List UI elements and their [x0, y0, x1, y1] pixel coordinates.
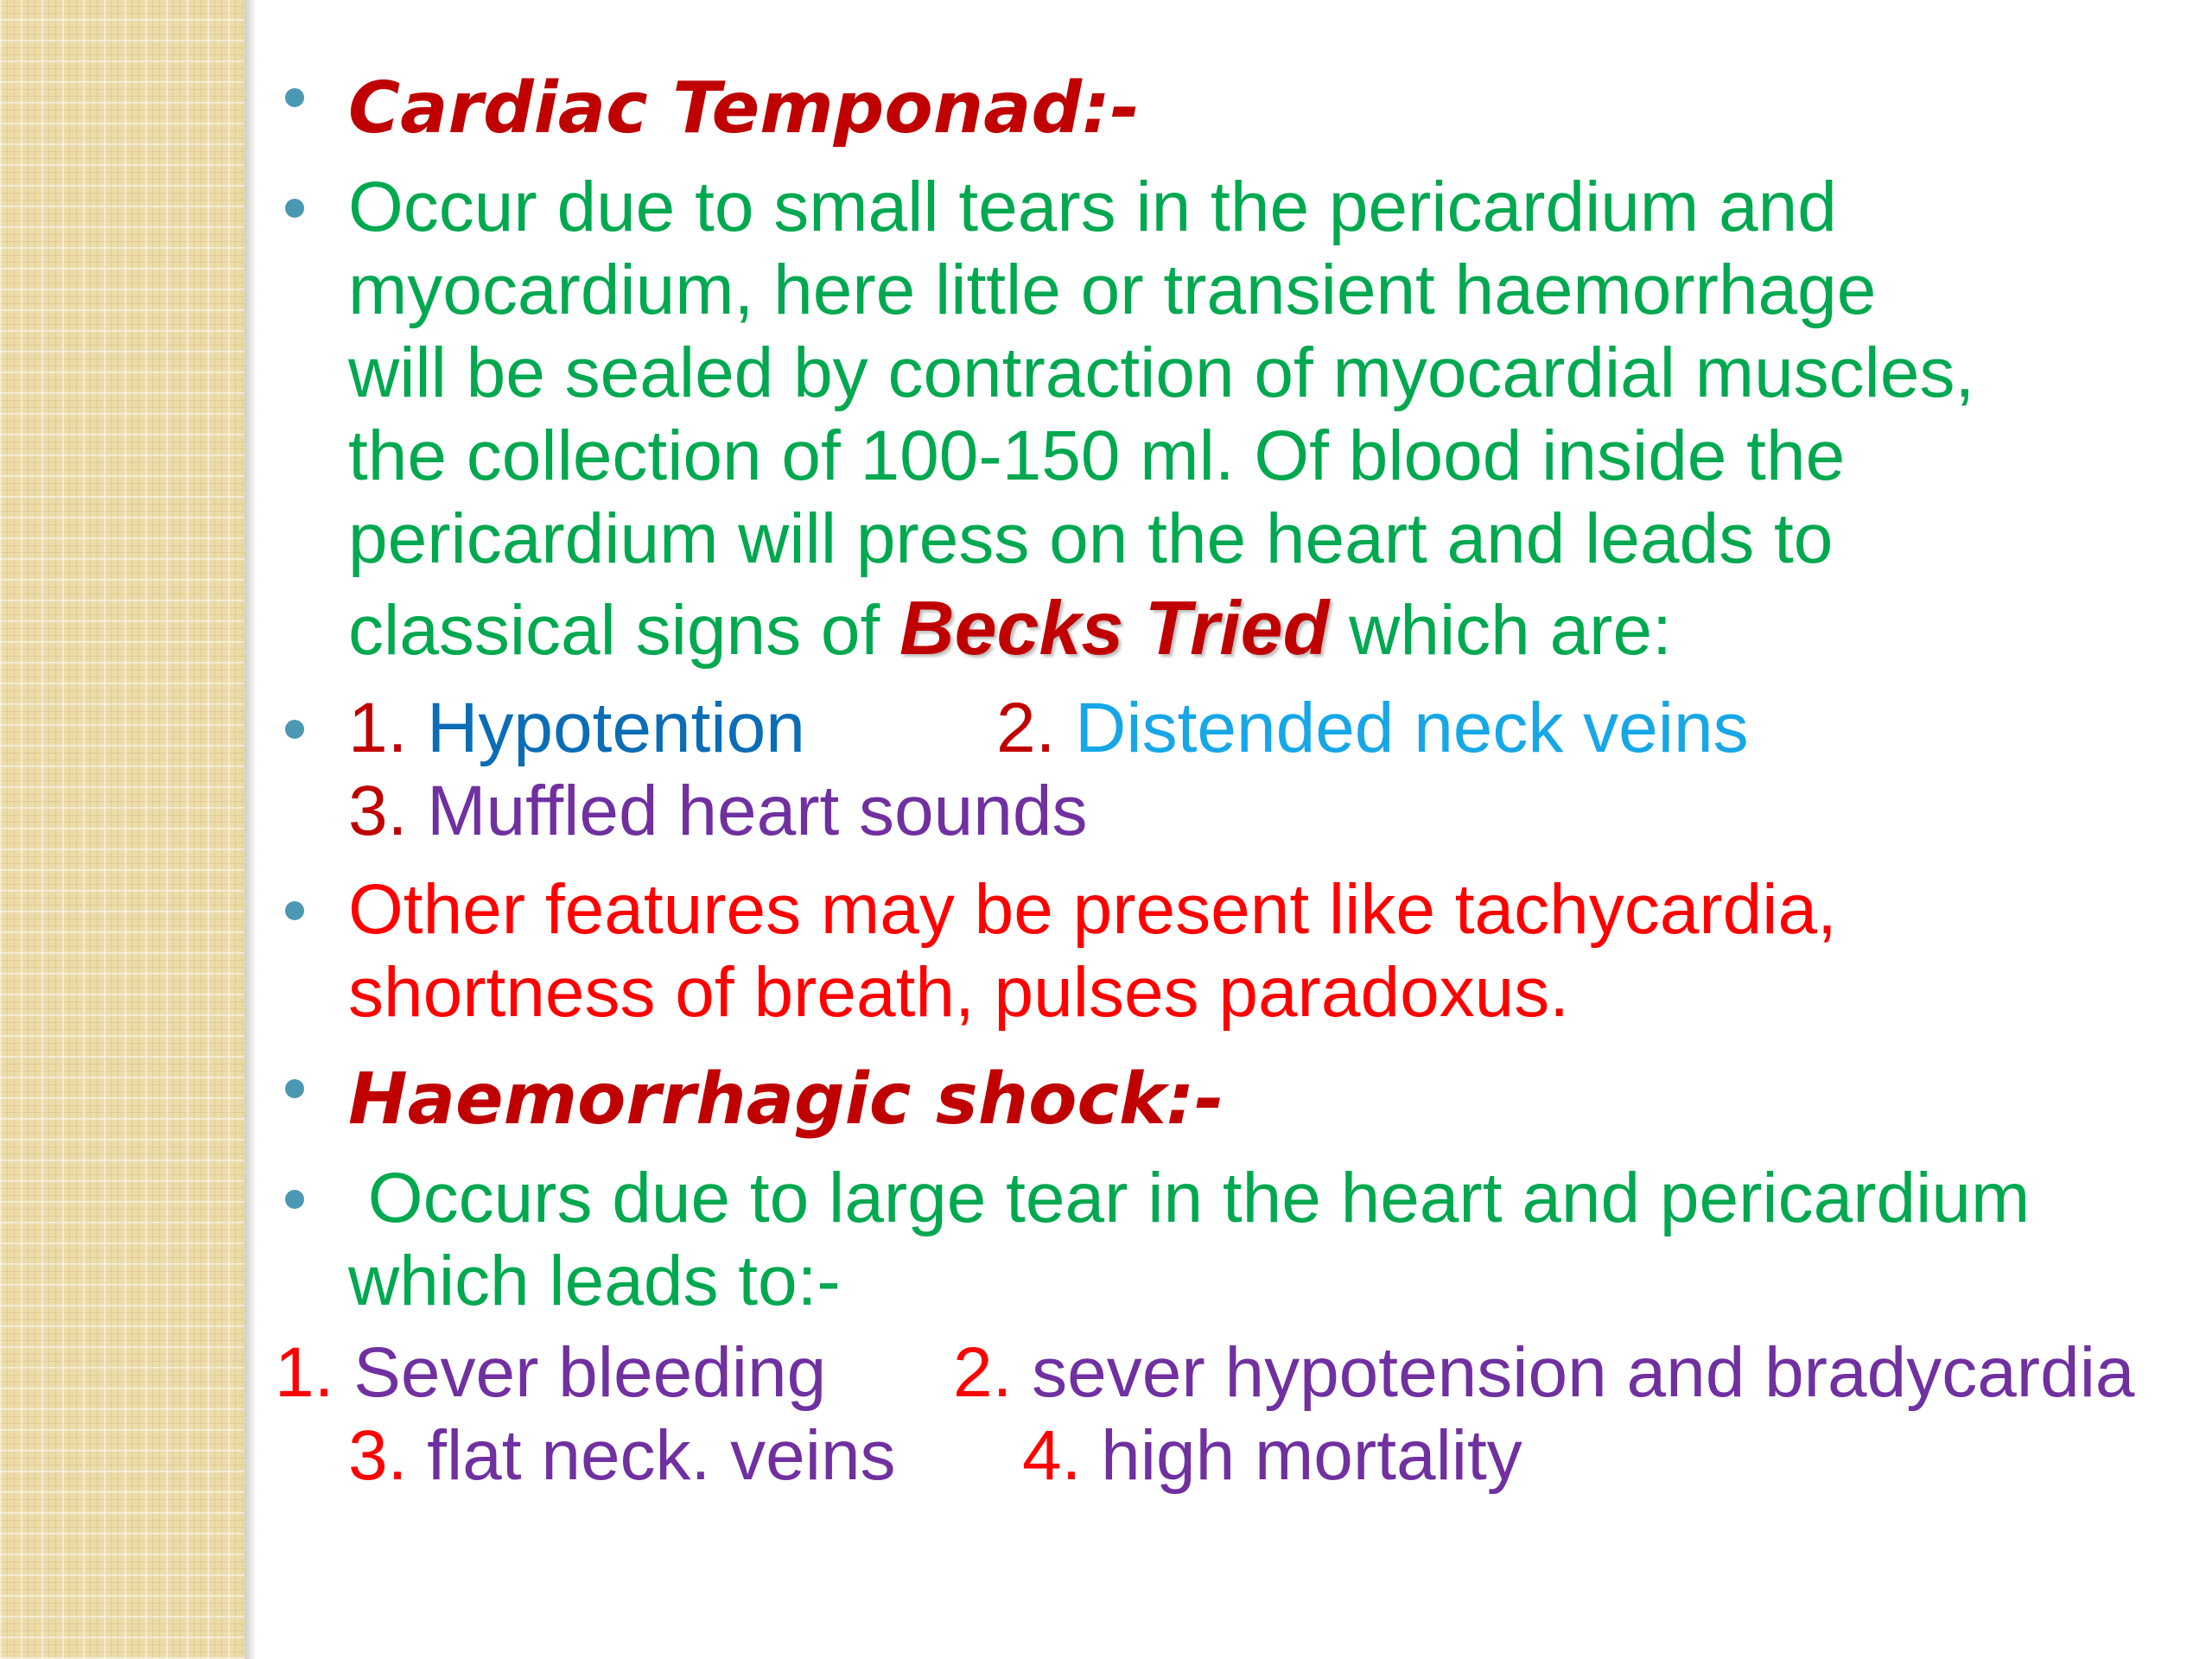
- results-line-1: [275, 1332, 2202, 1414]
- desc-line: myocardium, here little or transient haemorrhage: [348, 251, 1877, 329]
- heading-haemorrhagic-shock: Haemorrhagic shock:-: [348, 1058, 1224, 1141]
- haemorrhagic-shock-results: [275, 1332, 2202, 1497]
- shock-desc-line: which leads to:-: [348, 1242, 841, 1320]
- result-number-1: 1.: [275, 1333, 334, 1412]
- bullet-icon: [285, 1190, 304, 1209]
- cardiac-tamponade-description: [275, 166, 2202, 678]
- result-number-2: 2.: [953, 1333, 1013, 1412]
- desc-line: will be sealed by contraction of myocardial muscles,: [348, 334, 1975, 412]
- desc-last-line: [348, 581, 2202, 678]
- heading-cardiac-tamponade: Cardiac Temponad:-: [348, 67, 1140, 149]
- slide-content: [275, 52, 2202, 1497]
- heading-cardiac-tamponade-row: [275, 52, 2202, 166]
- other-features-line: Other features may be present like tachycardia,: [348, 870, 1837, 949]
- heading-haemorrhagic-shock-row: [275, 1043, 2202, 1157]
- decorative-side-strip: [0, 0, 245, 1659]
- desc-line: pericardium will press on the heart and leads to: [348, 499, 1834, 578]
- result-number-4: 4.: [1022, 1416, 1082, 1495]
- result-high-mortality: high mortality: [1081, 1416, 1522, 1495]
- other-features: [275, 868, 2202, 1034]
- signs-line-1: [348, 687, 2202, 770]
- sign-number-2: 2.: [996, 689, 1056, 767]
- sign-muffled-heart-sounds: Muffled heart sounds: [407, 772, 1088, 850]
- bullet-icon: [285, 901, 304, 920]
- side-strip-shadow: [245, 0, 257, 1659]
- sign-distended-neck-veins: Distended neck veins: [1055, 689, 1749, 767]
- sign-number-1: 1.: [348, 689, 408, 767]
- desc-line: the collection of 100-150 ml. Of blood inside the: [348, 416, 1846, 495]
- desc-last-line-prefix: classical signs of: [348, 591, 900, 670]
- sign-hypotension: Hypotention: [407, 689, 805, 767]
- becks-triad-signs: [275, 687, 2202, 853]
- bullet-icon: [285, 199, 304, 218]
- haemorrhagic-shock-description: [275, 1157, 2202, 1323]
- shock-desc-line: Occurs due to large tear in the heart and pericardium: [348, 1159, 2031, 1237]
- bullet-icon: [285, 88, 304, 107]
- result-number-3: 3.: [348, 1416, 408, 1495]
- bullet-icon: [285, 1079, 304, 1098]
- other-features-line: shortness of breath, pulses paradoxus.: [348, 953, 1570, 1032]
- result-flat-neck-veins: flat neck. veins: [407, 1416, 896, 1495]
- result-sever-bleeding: Sever bleeding: [334, 1333, 827, 1412]
- bullet-icon: [285, 720, 304, 739]
- sign-number-3: 3.: [348, 772, 408, 850]
- signs-line-2: [348, 770, 2202, 853]
- result-hypotension-bradycardia: sever hypotension and bradycardia: [1012, 1333, 2135, 1412]
- becks-triad-emphasis: Becks Tried: [899, 585, 1330, 671]
- results-line-2: [275, 1414, 2202, 1497]
- desc-last-line-suffix: which are:: [1329, 591, 1672, 670]
- desc-line: Occur due to small tears in the pericardium and: [348, 168, 1837, 246]
